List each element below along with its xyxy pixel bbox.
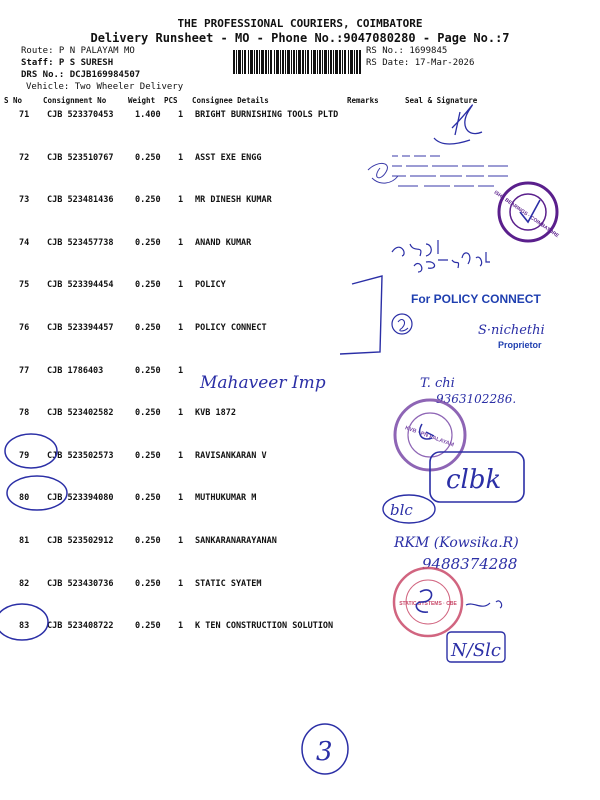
page-mark: 3: [316, 737, 333, 767]
row-consignment: CJB 523510767: [47, 152, 114, 163]
table-row: [0, 451, 600, 471]
vehicle-info: Vehicle: Two Wheeler Delivery: [26, 82, 184, 92]
row-consignee: K TEN CONSTRUCTION SOLUTION: [195, 621, 334, 632]
row-sno: 81: [19, 536, 30, 546]
row-consignment: CJB 523394457: [47, 323, 114, 333]
row-consignment: CJB 523408722: [47, 621, 114, 632]
col-consignee: Consignee Details: [192, 96, 269, 105]
row-consignee: POLICY: [195, 280, 226, 291]
row-consignee: MUTHUKUMAR M: [195, 493, 257, 504]
table-row: [0, 195, 600, 215]
col-remarks: Remarks: [347, 96, 379, 105]
row-pcs: 1: [178, 408, 184, 419]
row77-phone: 9363102286.: [436, 392, 517, 406]
row-pcs: 1: [178, 152, 184, 163]
row79-mark: clbk: [446, 465, 502, 495]
table-row: [0, 579, 600, 599]
row-pcs: 1: [178, 280, 184, 291]
table-row: [0, 323, 600, 343]
policy-signature: S·nichethi: [478, 323, 545, 338]
row-weight: 0.250: [135, 408, 161, 419]
static-stamp-text: STATIC SYSTEMS · CBE: [399, 601, 457, 607]
row-consignee: RAVISANKARAN V: [195, 450, 267, 461]
row-pcs: 1: [178, 110, 184, 120]
route-info: Route: P N PALAYAM MO: [21, 46, 135, 56]
row-sno: 78: [19, 408, 30, 419]
row-sno: 71: [19, 110, 30, 120]
row-pcs: 1: [178, 536, 184, 546]
row-weight: 0.250: [135, 536, 161, 546]
row-weight: 1.400: [135, 110, 161, 120]
proprietor-label: Proprietor: [498, 340, 542, 350]
row-sno: 76: [19, 323, 30, 333]
row-sno: 83: [19, 621, 30, 632]
table-row: [0, 408, 600, 428]
row-weight: 0.250: [135, 237, 161, 248]
row-consignee: SANKARANARAYANAN: [195, 536, 277, 546]
row81-name: RKM (Kowsika.R): [394, 535, 519, 551]
page-circle: [302, 724, 348, 774]
row-sno: 77: [19, 365, 30, 376]
row-pcs: 1: [178, 578, 184, 589]
row-pcs: 1: [178, 365, 184, 376]
table-row: [0, 280, 600, 300]
row-pcs: 1: [178, 195, 184, 206]
isha-stamp-text: ISHA BEARINGS · COIMBATORE: [492, 189, 560, 240]
barcode: [233, 50, 361, 74]
row-pcs: 1: [178, 237, 184, 248]
row77-handwriting: Mahaveer Imp: [200, 373, 326, 393]
rs-date: RS Date: 17-Mar-2026: [366, 58, 475, 68]
row-sno: 82: [19, 578, 30, 589]
row-consignee: BRIGHT BURNISHING TOOLS PLTD: [195, 110, 339, 120]
row81-phone: 9488374288: [422, 555, 518, 573]
table-row: [0, 238, 600, 258]
staff-info: Staff: P S SURESH: [21, 58, 114, 68]
row-consignment: CJB 523502912: [47, 536, 114, 546]
row-sno: 80: [19, 493, 30, 504]
table-row: [0, 153, 600, 173]
row-sno: 73: [19, 195, 30, 206]
table-row: [0, 536, 600, 556]
row-pcs: 1: [178, 621, 184, 632]
row77-contact: T. chi: [420, 376, 455, 391]
row-consignment: CJB 523457738: [47, 237, 114, 248]
row-consignee: MR DINESH KUMAR: [195, 195, 272, 206]
row-weight: 0.250: [135, 578, 161, 589]
row-consignment: CJB 523370453: [47, 110, 114, 120]
row-pcs: 1: [178, 493, 184, 504]
row-weight: 0.250: [135, 621, 161, 632]
col-pcs: PCS: [164, 96, 178, 105]
row-sno: 75: [19, 280, 30, 291]
row-pcs: 1: [178, 323, 184, 333]
policy-connect-stamp: For POLICY CONNECT: [411, 292, 541, 306]
row-consignment: CJB 1786403: [47, 365, 104, 376]
row-weight: 0.250: [135, 280, 161, 291]
row-sno: 72: [19, 152, 30, 163]
row-weight: 0.250: [135, 195, 161, 206]
row-consignment: CJB 523430736: [47, 578, 114, 589]
row-sno: 74: [19, 237, 30, 248]
table-row: [0, 110, 600, 130]
col-sno: S No: [4, 96, 23, 105]
table-row: [0, 366, 600, 386]
row-consignee: ASST EXE ENGG: [195, 152, 262, 163]
company-title: THE PROFESSIONAL COURIERS, COIMBATORE: [177, 17, 423, 30]
runsheet-title: Delivery Runsheet - MO - Phone No.:9047080280 - Page No.:7: [90, 31, 510, 45]
row-consignment: CJB 523402582: [47, 408, 114, 419]
col-weight: Weight: [128, 96, 156, 105]
row-consignee: POLICY CONNECT: [195, 323, 267, 333]
row80-mark: blc: [390, 501, 413, 519]
table-row: [0, 621, 600, 641]
row-consignee: KVB 1872: [195, 408, 236, 419]
table-row: [0, 493, 600, 513]
row-sno: 79: [19, 450, 30, 461]
row-weight: 0.250: [135, 152, 161, 163]
row-consignment: CJB 523502573: [47, 450, 114, 461]
col-seal: Seal & Signature: [405, 96, 478, 105]
row-consignee: ANAND KUMAR: [195, 237, 252, 248]
row-consignment: CJB 523481436: [47, 195, 114, 206]
drs-number: DRS No.: DCJB169984507: [21, 70, 141, 80]
row-weight: 0.250: [135, 365, 161, 376]
row-consignee: STATIC SYATEM: [195, 578, 262, 589]
row-consignment: CJB 523394454: [47, 280, 114, 291]
row-consignment: CJB 523394080: [47, 493, 114, 504]
col-consignment: Consignment No: [43, 96, 107, 105]
rs-number: RS No.: 1699845: [366, 46, 448, 56]
kvb-stamp-text: KVB · PN PALAYAM: [404, 425, 455, 449]
row83-mark: N/Slc: [451, 640, 501, 661]
row-weight: 0.250: [135, 493, 161, 504]
row-pcs: 1: [178, 450, 184, 461]
row-weight: 0.250: [135, 450, 161, 461]
row-weight: 0.250: [135, 323, 161, 333]
